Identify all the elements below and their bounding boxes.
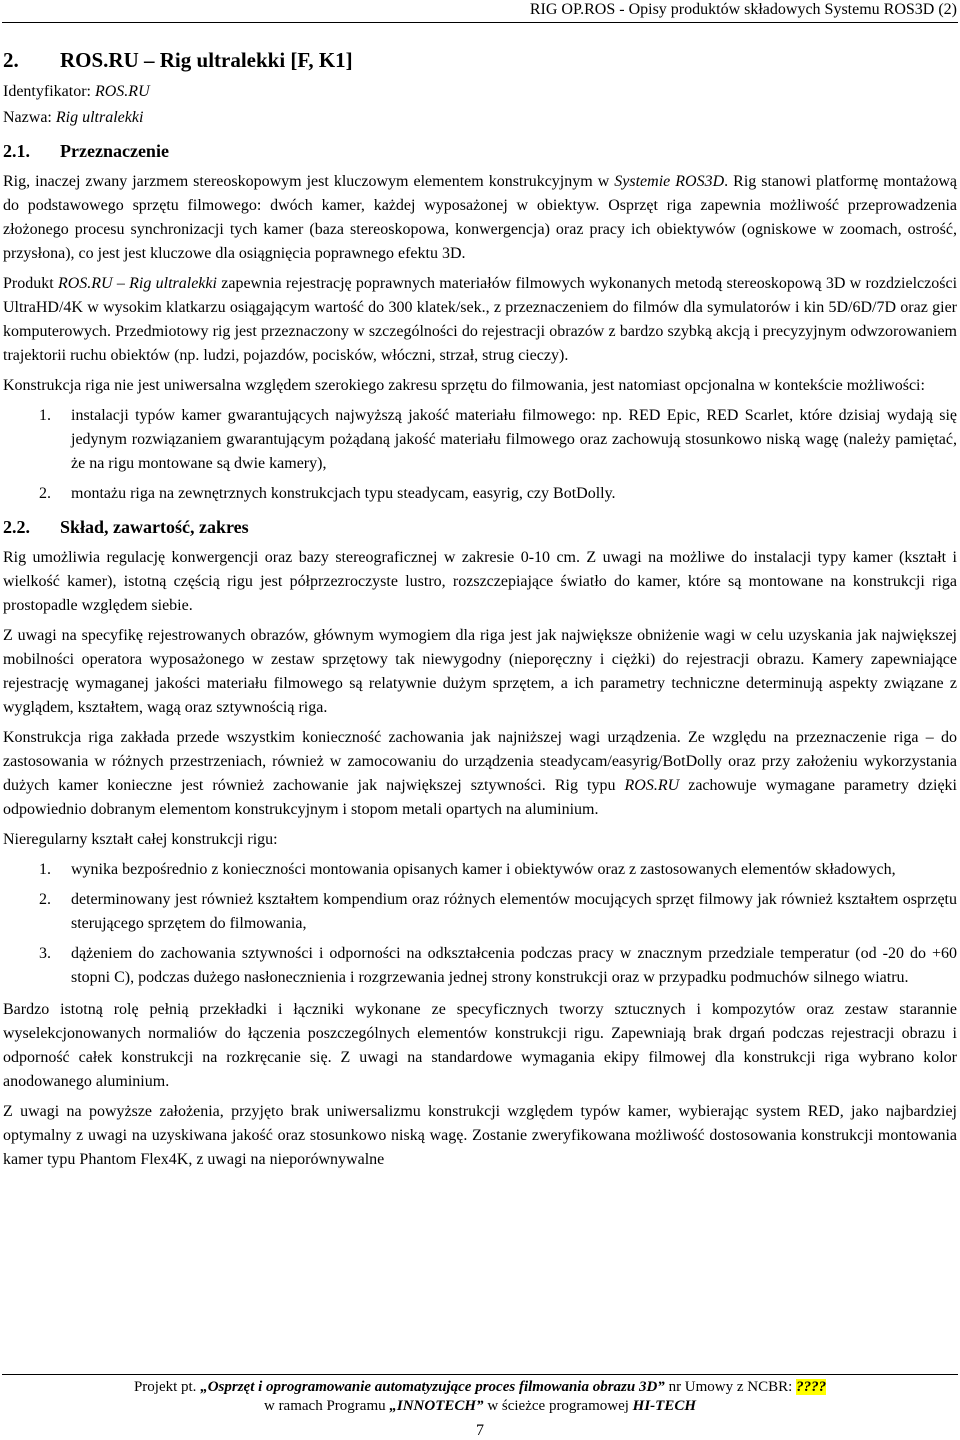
contract-number-placeholder: ????	[796, 1379, 827, 1395]
paragraph-composition-4: Nieregularny kształt całej konstrukcji rigu:	[3, 831, 278, 848]
list-item	[3, 404, 957, 476]
list-number: 1.	[39, 861, 51, 878]
paragraph-composition-2: Z uwagi na specyfikę rejestrowanych obrazów, głównym wymogiem dla riga jest jak największe obniżenie wagi w celu uzyskania jak największej mobilności operatora wyposażonego w zestaw sprzętowy tak niewygodny (nieporęczny i ciężki) do rejestracji obrazu. Kamery zapewniające rejestrację wymaganej jakości materiału filmowego są relatywnie dużym sprzętem, a ich parametry techniczne determinują aspekty związane z wyglądem, kształtem, wagą oraz sztywnością riga.	[3, 627, 957, 716]
subsection-heading-composition	[3, 514, 957, 540]
project-title: „Osprzęt i oprogramowanie automatyzujące proces filmowania obrazu 3D”	[200, 1379, 665, 1395]
list-number: 2.	[39, 485, 51, 502]
name-label: Nazwa:	[3, 109, 56, 126]
running-header: RIG OP.ROS - Opisy produktów składowych Systemu ROS3D (2)	[529, 1, 957, 18]
text-run: w ścieżce programowej	[483, 1398, 633, 1414]
subsection-number: 2.1.	[3, 141, 30, 161]
identifier-value: ROS.RU	[94, 83, 150, 100]
list-number: 1.	[39, 407, 51, 424]
page-number: 7	[476, 1422, 484, 1439]
name-value: Rig ultralekki	[55, 109, 144, 126]
text-run: Projekt pt.	[133, 1379, 201, 1395]
subsection-heading-purpose	[3, 138, 957, 164]
page-footer	[0, 1378, 960, 1416]
list-item	[3, 482, 957, 506]
list-item	[3, 858, 957, 882]
text-run: w ramach Programu	[263, 1398, 390, 1414]
list-item	[3, 888, 957, 936]
subsection-title: Przeznaczenie	[60, 141, 169, 161]
text-run: Rig, inaczej zwany jarzmem stereoskopowym jest kluczowym elementem konstrukcyjnym w	[3, 173, 615, 190]
name-line	[3, 106, 957, 130]
list-text: wynika bezpośrednio z konieczności montowania opisanych kamer i obiektywów oraz z zastosowanych elementów składowych,	[71, 861, 896, 878]
text-run: Produkt	[3, 275, 58, 292]
paragraph-composition-5: Bardzo istotną rolę pełnią przekładki i łączniki wykonane ze specyficznych tworzy sztucznych i kompozytów oraz zestaw starannie wyselekcjonowanych normaliów do łączenia poszczególnych elementów konstrukcji rigu. Zapewniają brak drgań podczas rejestracji obrazu i odporność całek konstrukcji na rozkręcanie się. Z uwagi na standardowe wymagania ekipy filmowej dla konstrukcji riga wybrano kolor anodowanego aluminium.	[3, 1001, 957, 1090]
section-heading	[3, 46, 957, 74]
list-text: instalacji typów kamer gwarantujących najwyższą jakość materiału filmowego: np. RED Epic, RED Scarlet, które dzisiaj wydają się jedynym rozwiązaniem gwarantującym pożądaną jakość materiału filmowego oraz zachowują stosunkowo niską wagę (należy pamiętać, że na rigu montowane są dwie kamery),	[71, 407, 957, 472]
list-number: 2.	[39, 891, 51, 908]
subsection-number: 2.2.	[3, 517, 30, 537]
list-item	[3, 942, 957, 990]
text-run: Konstrukcja riga zakłada przede wszystkim konieczność zachowania jak najniższej wagi urządzenia. Ze względu na przeznaczenie riga – do zastosowania w różnych przestrzeniach, również w zamocowaniu do urządzenia steadycam/easyrig/BotDolly oraz przy założeniu wykorzystania dużych kamer konieczne jest również zachowanie jak największej sztywności. Rig typu	[3, 729, 957, 794]
program-path: HI-TECH	[632, 1398, 697, 1414]
text-run: . Rig stanowi platformę montażową do podstawowego sprzętu filmowego: dwóch kamer, każdej wyposażonej w obiektyw. Osprzęt riga zapewnia możliwość przeprowadzenia złożonego procesu synchronizacji tych kamer (baza stereoskopowa, konwergencja) oraz pracy ich obiektywów (ogniskowe w zoomach, ostrość, przysłona), co jest jest kluczowe dla osiągnięcia poprawnego efektu 3D.	[3, 173, 958, 262]
header-rule	[2, 22, 958, 23]
program-name: „INNOTECH”	[389, 1398, 484, 1414]
text-run-italic: ROS.RU	[624, 777, 680, 794]
text-run: nr Umowy z NCBR:	[664, 1379, 797, 1395]
options-list	[3, 404, 957, 506]
list-text: determinowany jest również kształtem kompendium oraz różnych elementów mocujących sprzęt filmowy jak również kształtem osprzętu sterującego sprzętem do filmowania,	[71, 891, 957, 932]
subsection-title: Skład, zawartość, zakres	[60, 517, 249, 537]
page-content	[3, 30, 957, 1178]
section-title: ROS.RU – Rig ultralekki [F, K1]	[60, 48, 353, 72]
footer-rule	[2, 1374, 958, 1375]
paragraph-purpose-3: Konstrukcja riga nie jest uniwersalna względem szerokiego zakresu sprzętu do filmowania, jest natomiast opcjonalna w kontekście możliwości:	[3, 377, 925, 394]
list-number: 3.	[39, 945, 51, 962]
list-text: montażu riga na zewnętrznych konstrukcjach typu steadycam, easyrig, czy BotDolly.	[71, 485, 616, 502]
paragraph-composition-1: Rig umożliwia regulację konwergencji oraz bazy stereograficznej w zakresie 0-10 cm. Z uwagi na możliwe do instalacji typy kamer (kształt i wielkość kamer), istotną częścią rigu jest półprzezroczyste lustro, rozszczepiające światło do kamer, które są montowane na konstrukcji riga prostopadle względem siebie.	[3, 549, 957, 614]
paragraph-purpose-2	[3, 272, 957, 368]
paragraph-composition-3	[3, 726, 957, 822]
identifier-line	[3, 80, 957, 104]
text-run: zapewnia rejestrację poprawnych materiałów filmowych wykonanych metodą stereoskopową 3D w rozdzielczości UltraHD/4K w wysokim klatkarzu osiągającym wartość do 300 klatek/sek., z przeznaczeniem do filmów dla symulatorów i kin 5D/6D/7D oraz gier komputerowych. Przedmiotowy rig jest przeznaczony w szczególności do rejestracji obrazów z bardzo szybką akcją i precyzyjnym odwzorowaniem trajektorii ruchu obiektów (np. ludzi, pojazdów, pocisków, włóczni, strzał, strug cieczy).	[3, 275, 958, 364]
text-run-italic: ROS.RU – Rig ultralekki	[57, 275, 217, 292]
paragraph-purpose-1	[3, 170, 957, 266]
paragraph-composition-6: Z uwagi na powyższe założenia, przyjęto brak uniwersalizmu konstrukcji względem typów kamer, wybierając system RED, jako najbardziej optymalny z uwagi na uzyskiwana jakość oraz stosunkowo niską wagę. Zostanie zweryfikowana możliwość dostosowania konstrukcji montowania kamer typu Phantom Flex4K, z uwagi na nieporównywalne	[3, 1103, 957, 1168]
identifier-label: Identyfikator:	[3, 83, 95, 100]
text-run-italic: Systemie ROS3D	[614, 173, 725, 190]
text-run: zachowuje wymagane parametry dzięki odpowiednio dobranym elementom konstrukcyjnym i stopom metali opartych na aluminium.	[3, 777, 958, 818]
footer-line-2	[0, 1397, 960, 1416]
footer-line-1	[0, 1378, 960, 1397]
shape-reasons-list	[3, 858, 957, 990]
list-text: dążeniem do zachowania sztywności i odporności na odkształcenia podczas pracy w znacznym przedziale temperatur (od -20 do +60 stopni C), podczas dużego nasłonecznienia i rozgrzewania jednej strony konstrukcji oraz w przypadku podmuchów silnego wiatru.	[71, 945, 957, 986]
section-number: 2.	[3, 48, 19, 72]
